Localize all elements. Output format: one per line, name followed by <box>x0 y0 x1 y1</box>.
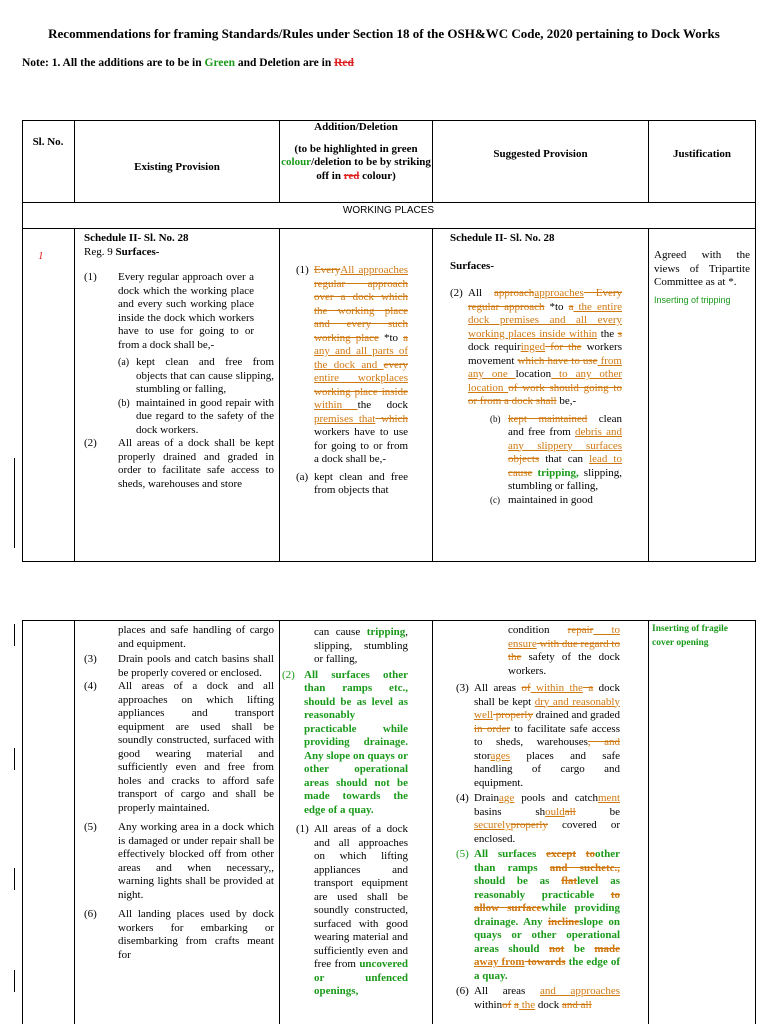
section-working-places: WORKING PLACES <box>342 205 435 216</box>
note-green: Green <box>204 57 235 69</box>
justification-text: Agreed with the views of Tripartite Committee as at *. <box>654 249 750 288</box>
existing-heading: Schedule II- Sl. No. 28 <box>84 232 189 244</box>
margin-mark <box>14 868 15 890</box>
existing-continuation-cell <box>84 624 274 962</box>
margin-mark <box>14 458 15 548</box>
addition-clause-a: (a) kept clean and free from objects that <box>296 470 408 496</box>
suggested-clause-c: (c) maintained in good <box>490 493 593 506</box>
header-addition-instructions: (to be highlighted in green colour/deletion to be by striking off in red colour) <box>281 142 431 182</box>
header-addition-title: Addition/Deletion <box>314 121 398 133</box>
header-addition-deletion <box>281 121 431 183</box>
existing-clause-2: (2) All areas of a dock shall be kept properly drained and graded in order to facilitate safe access to sheds, warehouses and store <box>84 437 274 490</box>
existing-clause-a: (a) kept clean and free from objects that can cause slipping, stumbling or falling, <box>118 356 274 395</box>
header-justification: Justification <box>672 148 732 160</box>
justification-2: Inserting of fragile cover opening <box>652 624 728 648</box>
suggested-clause-4: (4) Drainage pools and catchment basins shouldall be securelyproperly covered or enclosed. <box>456 792 620 845</box>
existing-clause-5: (5) Any working area in a dock which is damaged or under repair shall be effectively blocked off from other areas and when necessary,, warning lights shall be provided at night. <box>84 821 274 901</box>
header-suggested-provision: Suggested Provision <box>493 148 588 160</box>
suggested-continuation-cell <box>456 624 620 1012</box>
suggested-clause-2: (2) All approachapproaches Every regular approach *to a the entire dock premises and all every working places inside within the s dock requiringed for the workers movement which have to use from any one location to any other location of work should going to or from a dock shall be,- <box>450 287 622 407</box>
suggested-provision-cell <box>450 232 622 507</box>
suggested-clause-b: (b) kept maintained clean and free from debris and any slippery surfaces objects that can lead to cause tripping, slipping, stumbling or falling, <box>490 412 622 492</box>
existing-cont-text: places and safe handling of cargo and equipment. <box>118 624 274 650</box>
page-title: Recommendations for framing Standards/Rules under Section 18 of the OSH&WC Code, 2020 pertaining to Dock Works <box>48 26 720 41</box>
addition-deletion-cell <box>296 264 408 498</box>
existing-clause-4: (4) All areas of a dock and all approaches on which lifting appliances and transport equipment are used shall be soundly constructed, surfaced with good wearing material and sufficiently even and free from holes and cracks to afford safe transport of cargo and shall be properly maintained. <box>84 680 274 814</box>
suggested-clause-5: (5) All surfaces except toother than ramps and suchetc., should be as flatlevel as reasonably practicable to allow surfacewhile providing drainage. Any inclineslope on quays or other operational areas should not be made away from towards the edge of a quay. <box>456 848 621 982</box>
justification-green-note: Inserting of tripping <box>654 294 731 305</box>
note-mid: and Deletion are in <box>234 57 335 69</box>
addition-clause-1: (1) EveryAll approaches regular approach over a dock which the working place and every such working place *to a any and all parts of the dock and every entire workplaces working place inside within the dock premises that which workers have to use for going to or from a dock shall be,- <box>296 264 408 465</box>
existing-clause-6: (6) All landing places used by dock workers for embarking or disembarking from crafts meant for <box>84 908 274 961</box>
suggested-clause-3: (3) All areas of within the a dock shall be kept dry and reasonably well properly drained and graded in order to facilitate safe access to sheds, warehouses, and storages places and safe handling of cargo and equipment. <box>456 682 621 789</box>
margin-mark <box>14 748 15 770</box>
margin-mark <box>14 970 15 992</box>
suggested-clause-6: (6) All areas and approaches withinof a the dock and all <box>456 985 621 1011</box>
addition-continuation-cell <box>282 626 408 999</box>
addition-clause-2: (2) All surfaces other than ramps etc., should be as level as reasonably practicable while providing drainage. Any slope on quays or other operational areas should not be made towards the edge of a quay. <box>282 668 408 816</box>
suggested-surfaces: Surfaces- <box>450 259 494 272</box>
addition-clause-3: (1) All areas of a dock and all approaches on which lifting appliances and transport equipment are used shall be soundly constructed, surfaced with good wearing material and sufficiently even and free from uncovered or unfenced openings, <box>296 823 408 997</box>
header-sl-no: Sl. No. <box>32 136 64 148</box>
note-line <box>22 57 354 69</box>
margin-mark <box>14 624 15 646</box>
existing-provision-cell <box>84 232 274 491</box>
note-red: Red <box>334 57 354 69</box>
existing-reg: Reg. 9 Surfaces- <box>84 245 160 258</box>
existing-clause-1: (1) Every regular approach over a dock which the working place and every such working place inside the dock which workers have to use for going to or from a dock shall be,- <box>84 271 254 351</box>
note-prefix: Note: 1. All the additions are to be in <box>22 57 205 69</box>
suggested-cont-text: condition repair to ensure with due regard to the safety of the dock workers. <box>508 624 620 677</box>
justification-cell <box>654 249 750 307</box>
existing-clause-b: (b) maintained in good repair with due regard to the safety of the dock workers. <box>118 396 274 436</box>
row-sl-number: 1 <box>38 250 44 262</box>
existing-clause-3: (3) Drain pools and catch basins shall be properly covered or enclosed. <box>84 653 274 679</box>
addition-cont-text: can cause tripping, slipping, stumbling or falling, <box>314 626 408 665</box>
header-existing-provision: Existing Provision <box>134 161 220 173</box>
suggested-heading: Schedule II- Sl. No. 28 <box>450 232 555 244</box>
